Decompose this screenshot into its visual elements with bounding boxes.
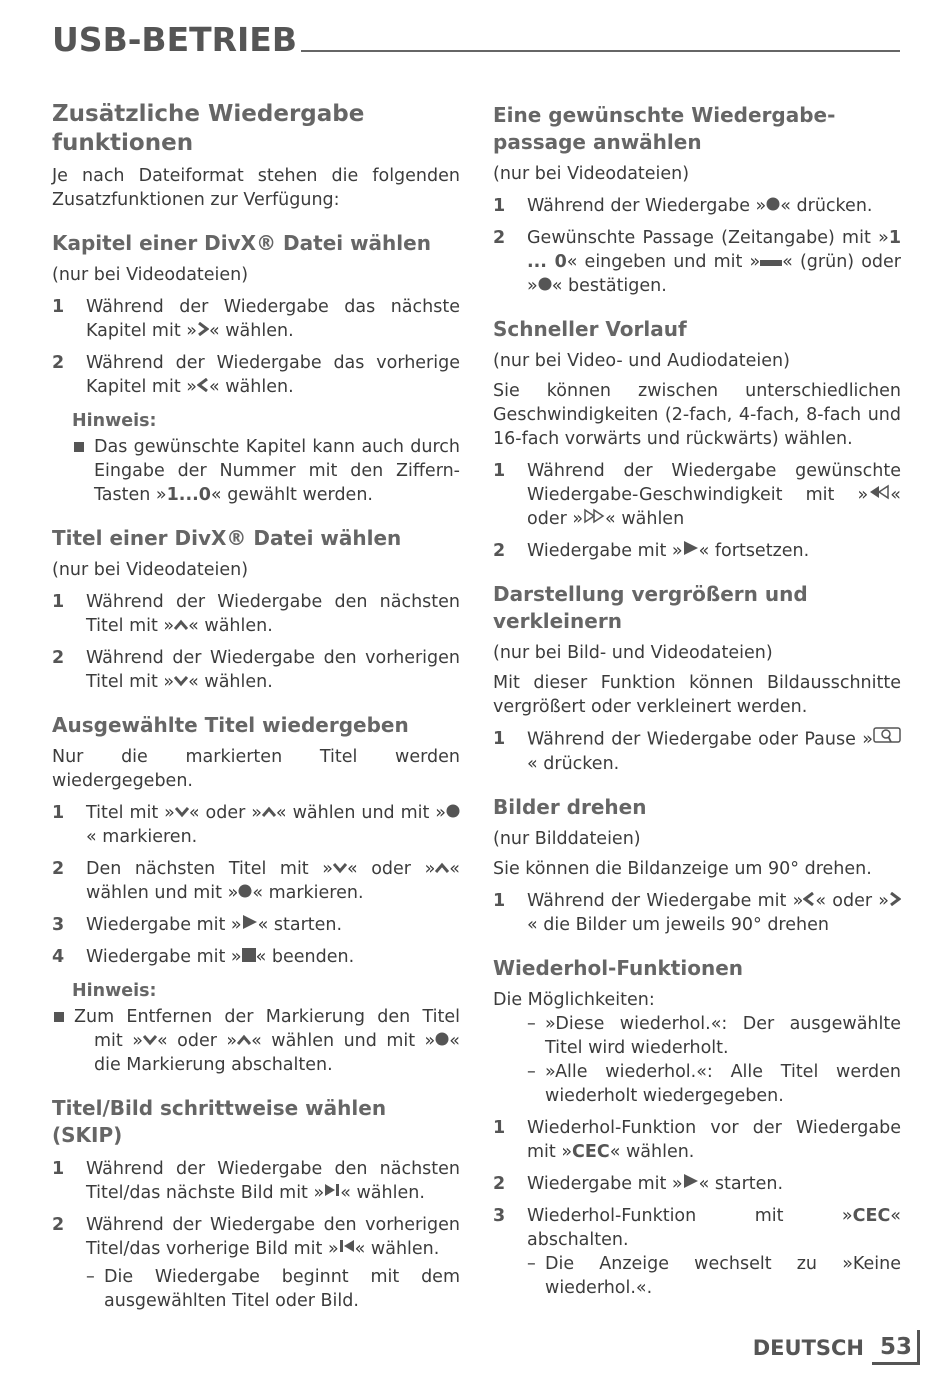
step-item <box>52 590 460 638</box>
step-text: « wählen. <box>188 672 273 692</box>
step-text: Gewünschte Passage (Zeitangabe) mit » <box>527 228 889 248</box>
subnote: (nur Bilddateien) <box>493 829 641 849</box>
step-text: « wählen. <box>609 1142 695 1162</box>
key-label: CEC <box>852 1206 891 1226</box>
step-item <box>493 539 901 563</box>
dash-text: Die Anzeige wechselt zu »Keine wiederhol.«. <box>545 1254 901 1298</box>
step-item <box>493 226 901 298</box>
step-text: Während der Wiedergabe mit » <box>527 891 804 911</box>
section-heading: Kapitel einer DivX® Datei wählen <box>52 231 431 255</box>
circle-button-icon <box>238 881 252 905</box>
step-number: 2 <box>493 228 506 248</box>
section-heading: Ausgewählte Titel wiedergeben <box>52 713 409 737</box>
left-column <box>52 100 460 1313</box>
dash-mark: – <box>527 1014 536 1034</box>
fast-forward-icon <box>583 507 605 531</box>
step-text: Während der Wiedergabe gewünschte Wiedergabe-Geschwindigkeit mit » <box>527 461 901 505</box>
section-heading: Zusätzliche Wiedergabe funktionen <box>52 101 365 156</box>
dash-mark: – <box>527 1254 536 1274</box>
chevron-down-icon <box>333 857 347 881</box>
dash-text: »Diese wiederhol.«: Der ausgewählte Titel wird wiederholt. <box>545 1014 901 1058</box>
step-text: « eingeben und mit » <box>566 252 761 272</box>
key-label: CEC <box>572 1142 610 1162</box>
step-item <box>493 1204 901 1252</box>
dash-item <box>493 1060 901 1108</box>
circle-button-icon <box>538 274 552 298</box>
step-text: « wählen und mit » <box>275 803 446 823</box>
step-item <box>52 1157 460 1205</box>
chevron-right-icon <box>197 319 209 343</box>
note-title: Hinweis: <box>72 411 157 431</box>
subnote: (nur bei Videodateien) <box>493 164 690 184</box>
paragraph: Nur die markierten Titel werden wiedergegeben. <box>52 747 460 791</box>
step-text: Während der Wiedergabe das vorherige Kapitel mit » <box>86 353 460 397</box>
step-number: 2 <box>493 1174 506 1194</box>
note-item <box>52 1005 460 1077</box>
paragraph: Sie können die Bildanzeige um 90° drehen. <box>493 859 872 879</box>
step-text: « starten. <box>698 1174 784 1194</box>
step-item <box>493 1172 901 1196</box>
page-number: 53 <box>879 1334 912 1360</box>
step-text: Während der Wiedergabe das nächste Kapitel mit » <box>86 297 460 341</box>
chevron-down-icon <box>175 801 189 825</box>
section-heading: Wiederhol-Funktionen <box>493 956 743 980</box>
chevron-left-icon <box>803 889 815 913</box>
step-number: 2 <box>52 859 65 879</box>
dash-item <box>493 1012 901 1060</box>
step-text: Während der Wiedergabe » <box>527 196 767 216</box>
step-text: « (grün) oder » <box>527 252 901 296</box>
note-text: Zum Entfernen der Markierung den Titel mit » <box>74 1007 460 1051</box>
subnote: (nur bei Bild- und Videodateien) <box>493 643 773 663</box>
title-rule <box>272 50 900 52</box>
step-number: 3 <box>52 915 65 935</box>
step-text: « oder » <box>188 803 262 823</box>
chevron-left-icon <box>197 375 209 399</box>
subnote: Die Möglichkeiten: <box>493 990 655 1010</box>
play-icon <box>683 539 699 563</box>
section-heading: Titel/Bild schrittweise wählen (SKIP) <box>52 1096 387 1147</box>
step-number: 2 <box>52 353 65 373</box>
step-text: Wiedergabe mit » <box>86 915 242 935</box>
step-item <box>493 459 901 531</box>
note-text: « oder » <box>156 1031 238 1051</box>
step-item <box>493 194 901 218</box>
note-text: « die Markierung abschalten. <box>94 1031 460 1075</box>
subnote: (nur bei Video- und Audiodateien) <box>493 351 790 371</box>
dash-mark: – <box>86 1267 95 1287</box>
step-number: 1 <box>52 297 65 317</box>
dash-item <box>52 1265 460 1313</box>
step-text: « beenden. <box>255 947 355 967</box>
step-text: « die Bilder um jeweils 90° drehen <box>527 915 829 935</box>
step-number: 1 <box>52 592 65 612</box>
step-number: 3 <box>493 1206 506 1226</box>
subnote: (nur bei Videodateien) <box>52 265 249 285</box>
step-text: « starten. <box>257 915 343 935</box>
step-text: « drücken. <box>527 754 620 774</box>
step-number: 1 <box>52 1159 65 1179</box>
step-text: Wiederhol-Funktion mit » <box>527 1206 853 1226</box>
step-number: 4 <box>52 947 65 967</box>
step-text: « oder » <box>346 859 436 879</box>
key-label: 1...0 <box>166 485 211 505</box>
chevron-right-icon <box>889 889 901 913</box>
section-heading: Bilder drehen <box>493 795 647 819</box>
step-text: « wählen. <box>188 616 273 636</box>
step-text: « markieren. <box>86 827 198 847</box>
note-text: « wählen und mit » <box>251 1031 436 1051</box>
chevron-down-icon <box>174 670 188 694</box>
footer-bar <box>917 1330 920 1364</box>
circle-button-icon <box>766 194 780 218</box>
step-number: 1 <box>493 196 506 216</box>
step-text: « bestätigen. <box>551 276 667 296</box>
step-text: « drücken. <box>780 196 873 216</box>
green-button-icon <box>760 250 782 274</box>
step-item <box>52 646 460 694</box>
page-title: USB-BETRIEB <box>52 20 301 59</box>
step-number: 1 <box>52 803 65 823</box>
dash-text: Die Wiedergabe beginnt mit dem ausgewählten Titel oder Bild. <box>104 1267 460 1311</box>
section-heading: Darstellung vergrößern und verkleinern <box>493 582 808 633</box>
step-text: « wählen. <box>340 1183 425 1203</box>
page-header <box>52 18 900 58</box>
section-heading: Eine gewünschte Wiedergabe-passage anwählen <box>493 103 836 154</box>
step-text: « wählen <box>605 509 685 529</box>
step-item <box>52 857 460 905</box>
paragraph: Sie können zwischen unterschiedlichen Geschwindigkeiten (2-fach, 4-fach, 8-fach und 16-fach vorwärts und rückwärts) wählen. <box>493 381 901 449</box>
skip-previous-icon <box>339 1237 355 1261</box>
fast-rewind-icon <box>868 483 890 507</box>
chevron-up-icon <box>262 801 276 825</box>
step-text: Während der Wiedergabe oder Pause » <box>527 729 873 750</box>
dash-text: »Alle wiederhol.«: Alle Titel werden wiederholt wiedergegeben. <box>545 1062 901 1106</box>
step-text: Wiedergabe mit » <box>86 947 242 967</box>
circle-button-icon <box>446 801 460 825</box>
step-text: Während der Wiedergabe den vorherigen Titel mit » <box>86 648 460 692</box>
step-text: Titel mit » <box>86 803 175 823</box>
step-text: Während der Wiedergabe den nächsten Titel mit » <box>86 592 460 636</box>
skip-next-icon <box>324 1181 340 1205</box>
step-item <box>52 295 460 343</box>
chevron-up-icon <box>237 1029 251 1053</box>
step-text: Wiedergabe mit » <box>527 1174 683 1194</box>
note-text: « gewählt werden. <box>210 485 373 505</box>
play-icon <box>242 913 258 937</box>
step-number: 2 <box>52 648 65 668</box>
note-text: Das gewünschte Kapitel kann auch durch Eingabe der Nummer mit den Ziffern-Tasten » <box>94 437 460 505</box>
note-item <box>52 435 460 507</box>
step-number: 2 <box>52 1215 65 1235</box>
step-text: « wählen und mit » <box>86 859 460 903</box>
step-text: Den nächsten Titel mit » <box>86 859 333 879</box>
step-number: 1 <box>493 461 506 481</box>
step-text: « fortsetzen. <box>698 541 810 561</box>
footer-underline <box>872 1362 920 1365</box>
step-text: Während der Wiedergabe den vorherigen Titel/das vorherige Bild mit » <box>86 1215 460 1259</box>
play-icon <box>683 1172 699 1196</box>
step-item <box>52 945 460 969</box>
subnote: (nur bei Videodateien) <box>52 560 249 580</box>
section-heading: Titel einer DivX® Datei wählen <box>52 526 402 550</box>
step-number: 2 <box>493 541 506 561</box>
step-item <box>52 351 460 399</box>
paragraph: Je nach Dateiformat stehen die folgenden Zusatzfunktionen zur Verfügung: <box>52 166 460 210</box>
chevron-down-icon <box>143 1029 157 1053</box>
step-text: « wählen. <box>208 321 294 341</box>
bullet-square-icon <box>54 1012 64 1022</box>
step-text: Wiederhol-Funktion vor der Wiedergabe mit » <box>527 1118 901 1162</box>
dash-item <box>493 1252 901 1300</box>
key-label: 1 ... 0 <box>527 228 901 272</box>
step-number: 1 <box>493 1118 506 1138</box>
step-text: « markieren. <box>252 883 364 903</box>
step-text: Während der Wiedergabe den nächsten Titel/das nächste Bild mit » <box>86 1159 460 1203</box>
step-text: « oder » <box>527 485 901 529</box>
step-text: Wiedergabe mit » <box>527 541 683 561</box>
dash-mark: – <box>527 1062 536 1082</box>
chevron-up-icon <box>174 614 188 638</box>
right-column <box>493 100 901 1300</box>
paragraph: Mit dieser Funktion können Bildausschnitte vergrößert oder verkleinert werden. <box>493 673 901 717</box>
step-item <box>493 889 901 937</box>
note-title: Hinweis: <box>72 981 157 1001</box>
circle-button-icon <box>435 1029 449 1053</box>
step-number: 1 <box>493 891 506 911</box>
step-text: « wählen. <box>208 377 294 397</box>
step-item <box>52 801 460 849</box>
zoom-icon <box>873 727 901 752</box>
bullet-square-icon <box>74 442 84 452</box>
chevron-up-icon <box>435 857 449 881</box>
step-item <box>52 1213 460 1261</box>
step-item <box>52 913 460 937</box>
step-text: « wählen. <box>354 1239 440 1259</box>
step-text: « oder » <box>815 891 889 911</box>
step-item <box>493 727 901 776</box>
section-heading: Schneller Vorlauf <box>493 317 687 341</box>
step-number: 1 <box>493 729 506 749</box>
stop-icon <box>242 945 256 969</box>
footer-language: DEUTSCH <box>752 1336 864 1360</box>
step-item <box>493 1116 901 1164</box>
step-text: « abschalten. <box>527 1206 901 1250</box>
